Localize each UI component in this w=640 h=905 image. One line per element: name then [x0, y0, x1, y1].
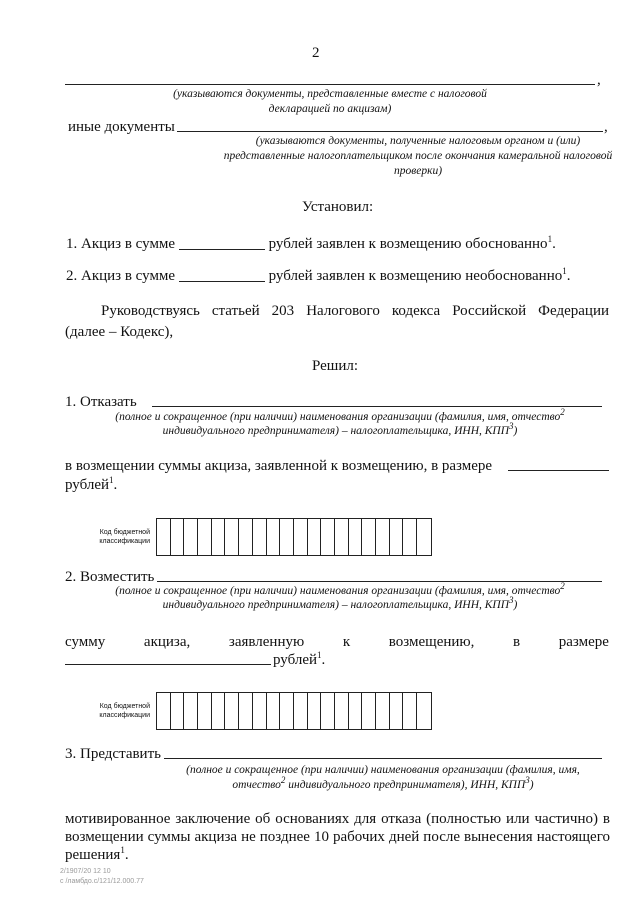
kbk-cell[interactable]	[376, 519, 390, 555]
kbk-cell[interactable]	[280, 519, 294, 555]
refund-note-a-sup: 2	[560, 581, 565, 592]
kbk-label-1: Код бюджетной классификации	[99, 529, 150, 545]
kbk-cell[interactable]	[239, 519, 253, 555]
refund-word-2: акциза,	[143, 634, 191, 650]
kbk-cell[interactable]	[294, 693, 308, 729]
kbk-cell[interactable]	[198, 519, 212, 555]
refund-note-b-sup: 3	[509, 595, 514, 606]
kbk-field-1[interactable]	[92, 518, 432, 556]
item2-end: .	[566, 268, 571, 284]
kbk-cell[interactable]	[280, 693, 294, 729]
present-text-3	[65, 846, 129, 864]
guided-line-2: (далее – Кодекс),	[65, 324, 174, 340]
kbk-cell[interactable]	[212, 519, 226, 555]
kbk-cell[interactable]	[198, 693, 212, 729]
documents-note: (указываются документы, представленные вместе с налоговой декларацией по акцизам)	[173, 88, 487, 115]
refuse-name-blank[interactable]	[152, 406, 602, 407]
item1-prefix: 1. Акциз в сумме	[66, 236, 176, 252]
kbk-cell[interactable]	[253, 519, 267, 555]
refund-note-a: (полное и сокращенное (при наличии) наименования организации (фамилия, имя, отчество	[115, 585, 561, 597]
item1-end: .	[552, 236, 556, 252]
kbk-cell[interactable]	[390, 693, 404, 729]
kbk-cell[interactable]	[417, 519, 431, 555]
kbk-field-2[interactable]	[92, 692, 432, 730]
footer-faint-2: с /ламбдо.с/121/12.000.77	[60, 878, 144, 885]
refuse-rubles-end: .	[113, 477, 118, 493]
item2-suffix: рублей заявлен к возмещению необоснованно	[268, 268, 563, 284]
kbk-cell[interactable]	[267, 519, 281, 555]
footer-faint-1: 2/1907/20 12 10	[60, 868, 111, 875]
kbk-cell[interactable]	[403, 693, 417, 729]
kbk-cell[interactable]	[308, 519, 322, 555]
kbk-cell[interactable]	[335, 693, 349, 729]
present-text-2: возмещении суммы акциза не позднее 10 рабочих дней после вынесения настоящего	[65, 829, 610, 845]
kbk-cell[interactable]	[349, 519, 363, 555]
present-note-b-end: )	[529, 779, 534, 791]
kbk-cell[interactable]	[403, 519, 417, 555]
other-docs-blank-line[interactable]	[177, 131, 603, 132]
refund-note-line-2	[80, 595, 600, 613]
kbk-cell[interactable]	[376, 693, 390, 729]
refund-rubles-sup: 1	[317, 650, 322, 660]
kbk-cell[interactable]	[335, 519, 349, 555]
kbk-cell[interactable]	[157, 693, 171, 729]
refuse-note-b: индивидуального предпринимателя) – налогоплательщика, ИНН, КПП	[162, 425, 510, 437]
kbk-cell[interactable]	[362, 519, 376, 555]
refuse-text-1: в возмещении суммы акциза, заявленной к возмещению, в размере	[65, 458, 493, 474]
refuse-note-line-2	[80, 421, 600, 439]
kbk-cell[interactable]	[171, 519, 185, 555]
refund-text-1	[65, 633, 609, 651]
present-note-b-pre: отчество	[232, 779, 281, 791]
refund-text-2	[273, 651, 325, 669]
page-number: 2	[312, 45, 320, 61]
refund-word-7: размере	[558, 634, 609, 650]
kbk-cell[interactable]	[308, 693, 322, 729]
item1-amount-blank[interactable]	[179, 249, 265, 250]
present-note-line-1: (полное и сокращенное (при наличии) наименования организации (фамилия, имя,	[186, 764, 580, 776]
kbk-cell[interactable]	[321, 693, 335, 729]
established-item-2	[66, 267, 571, 285]
present-note-b-sup2: 3	[525, 775, 530, 786]
refuse-note-b-sup: 3	[509, 421, 514, 432]
refuse-rubles-sup: 1	[109, 475, 114, 485]
refund-word-4: к	[342, 634, 351, 650]
refund-word-5: возмещению,	[388, 634, 475, 650]
kbk-cell[interactable]	[294, 519, 308, 555]
present-decision-word: решения	[65, 847, 121, 863]
item2-amount-blank[interactable]	[179, 281, 265, 282]
present-note-b-sup: 2	[280, 775, 286, 786]
kbk-cell[interactable]	[349, 693, 363, 729]
refund-amount-blank[interactable]	[65, 664, 271, 665]
top-comma: ,	[597, 72, 601, 88]
refuse-note-a: (полное и сокращенное (при наличии) наименования организации (фамилия, имя, отчество	[115, 411, 561, 423]
kbk-cell[interactable]	[225, 693, 239, 729]
item2-footnote: 1	[562, 266, 567, 276]
present-text-1: мотивированное заключение об основаниях для отказа (полностью или частично) в	[65, 811, 610, 827]
kbk-cell[interactable]	[184, 519, 198, 555]
kbk-cell[interactable]	[239, 693, 253, 729]
kbk-cell[interactable]	[171, 693, 185, 729]
established-item-1	[66, 235, 556, 253]
decided-heading: Решил:	[312, 358, 359, 374]
refund-word-1: сумму	[65, 634, 106, 650]
kbk-cell[interactable]	[362, 693, 376, 729]
refuse-rubles: рублей	[65, 477, 110, 493]
other-docs-label: иные документы	[68, 119, 175, 135]
kbk-cell[interactable]	[321, 519, 335, 555]
kbk-cell[interactable]	[267, 693, 281, 729]
other-docs-comma: ,	[604, 119, 608, 135]
present-decision-sup: 1	[120, 845, 125, 855]
item1-footnote: 1	[547, 234, 553, 244]
kbk-cell[interactable]	[253, 693, 267, 729]
refund-note-b: индивидуального предпринимателя) – налогоплательщика, ИНН, КПП	[162, 599, 510, 611]
kbk-label-2: Код бюджетной классификации	[99, 703, 150, 719]
kbk-cell[interactable]	[157, 519, 171, 555]
kbk-cell[interactable]	[390, 519, 404, 555]
refund-label: 2. Возместить	[65, 569, 155, 585]
item1-suffix: рублей заявлен к возмещению обоснованно	[268, 236, 548, 252]
established-heading: Установил:	[302, 199, 374, 215]
refund-rubles: рублей	[273, 652, 318, 668]
kbk-cell[interactable]	[212, 693, 226, 729]
guided-line-1: Руководствуясь статьей 203 Налогового кодекса Российской Федерации	[101, 303, 609, 319]
present-label: 3. Представить	[65, 746, 161, 762]
refuse-note-b-end: )	[513, 425, 518, 437]
present-note-b-post: индивидуального предпринимателя), ИНН, КПП	[285, 779, 526, 791]
item2-prefix: 2. Акциз в сумме	[66, 268, 176, 284]
kbk-cell[interactable]	[184, 693, 198, 729]
refuse-label: 1. Отказать	[65, 394, 137, 410]
refuse-note-line-1	[80, 407, 600, 425]
refund-word-3: заявленную	[228, 634, 305, 650]
present-name-blank[interactable]	[164, 758, 602, 759]
refund-rubles-end: .	[321, 652, 326, 668]
other-docs-note: (указываются документы, полученные налоговым органом и (или) представленные налогоплательщиком после окончания камеральной налоговой проверки)	[223, 135, 613, 177]
refund-name-blank[interactable]	[157, 581, 602, 582]
kbk-cells-1[interactable]	[156, 518, 432, 556]
refund-note-line-1	[80, 581, 600, 599]
refuse-amount-blank[interactable]	[508, 470, 609, 471]
refund-note-b-end: )	[513, 599, 518, 611]
present-note-line-2	[148, 775, 618, 793]
kbk-cell[interactable]	[225, 519, 239, 555]
refund-word-6: в	[513, 634, 521, 650]
kbk-cells-2[interactable]	[156, 692, 432, 730]
refuse-text-2	[65, 476, 117, 494]
present-decision-end: .	[124, 847, 129, 863]
documents-blank-line[interactable]	[65, 84, 595, 85]
kbk-cell[interactable]	[417, 693, 431, 729]
refuse-note-a-sup: 2	[560, 407, 565, 418]
